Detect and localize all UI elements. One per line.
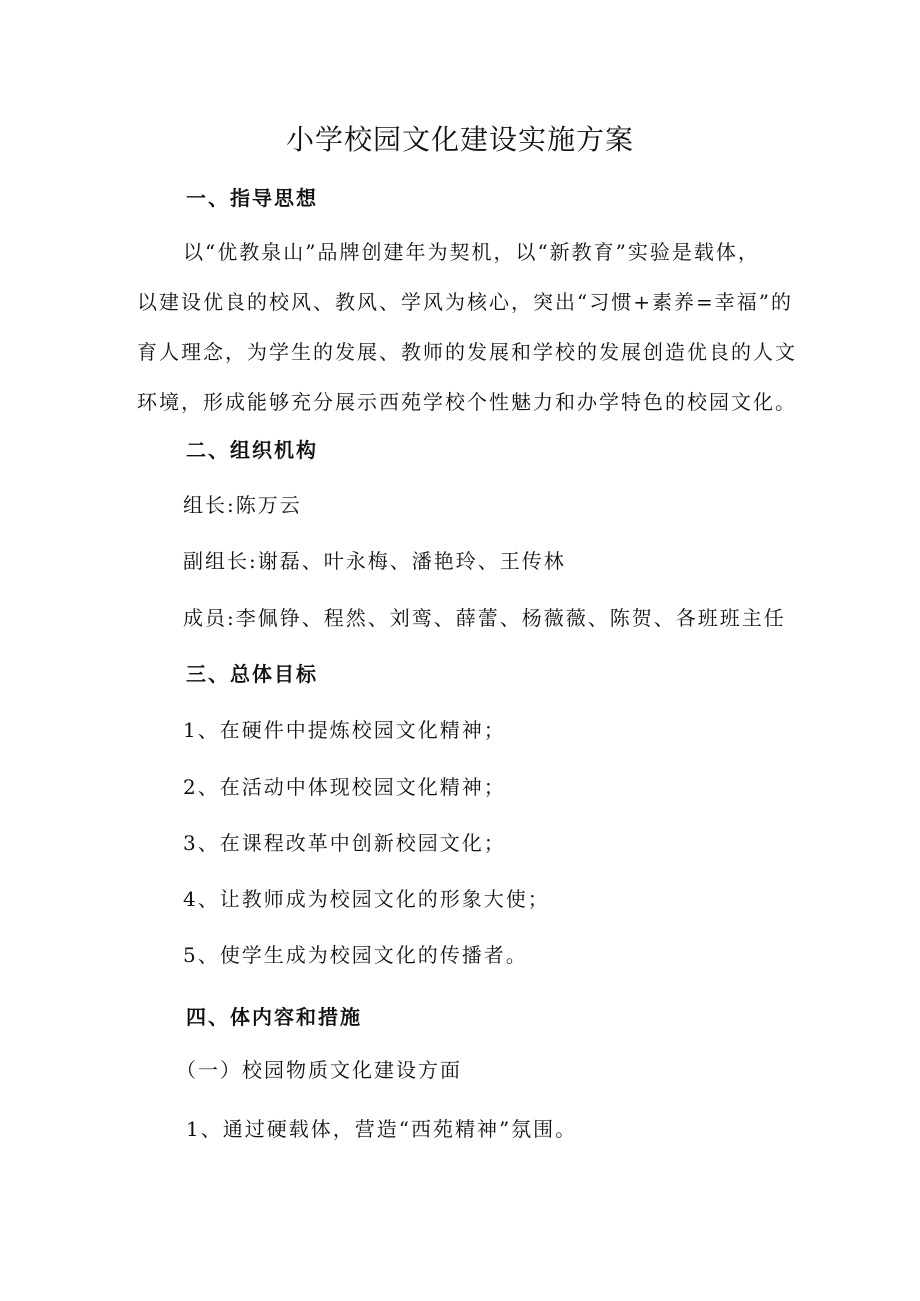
section-heading-content-measures: 四、体内容和措施 bbox=[186, 1005, 362, 1029]
goal-item: 5、使学生成为校园文化的传播者。 bbox=[183, 943, 528, 967]
goal-item: 3、在课程改革中创新校园文化； bbox=[183, 831, 506, 855]
section-heading-overall-goals: 三、总体目标 bbox=[186, 662, 318, 686]
document-title: 小学校园文化建设实施方案 bbox=[285, 123, 634, 156]
paragraph-line: 以“优教泉山”品牌创建年为契机，以“新教育”实验是载体， bbox=[183, 240, 760, 264]
paragraph-line: 以建设优良的校风、教风、学风为核心，突出“习惯+素养=幸福”的 bbox=[137, 290, 793, 314]
org-vice-leaders: 副组长:谢磊、叶永梅、潘艳玲、王传林 bbox=[183, 549, 566, 573]
goal-item: 2、在活动中体现校园文化精神； bbox=[183, 775, 506, 799]
goal-item: 4、让教师成为校园文化的形象大使； bbox=[183, 887, 550, 911]
section-heading-guiding-ideology: 一、指导思想 bbox=[186, 186, 318, 210]
subsection-item: 1、通过硬载体，营造“西苑精神”氛围。 bbox=[186, 1117, 578, 1141]
section-heading-organization: 二、组织机构 bbox=[186, 438, 318, 462]
org-leader: 组长:陈万云 bbox=[183, 493, 302, 517]
paragraph-line: 环境，形成能够充分展示西苑学校个性魅力和办学特色的校园文化。 bbox=[137, 390, 797, 414]
org-members: 成员:李佩铮、程然、刘鸾、薛蕾、杨薇薇、陈贺、各班班主任 bbox=[183, 606, 786, 630]
paragraph-line: 育人理念，为学生的发展、教师的发展和学校的发展创造优良的人文 bbox=[137, 340, 797, 364]
subsection-heading: （一）校园物质文化建设方面 bbox=[176, 1058, 462, 1082]
goal-item: 1、在硬件中提炼校园文化精神； bbox=[183, 718, 506, 742]
guiding-ideology-paragraph bbox=[137, 227, 797, 427]
